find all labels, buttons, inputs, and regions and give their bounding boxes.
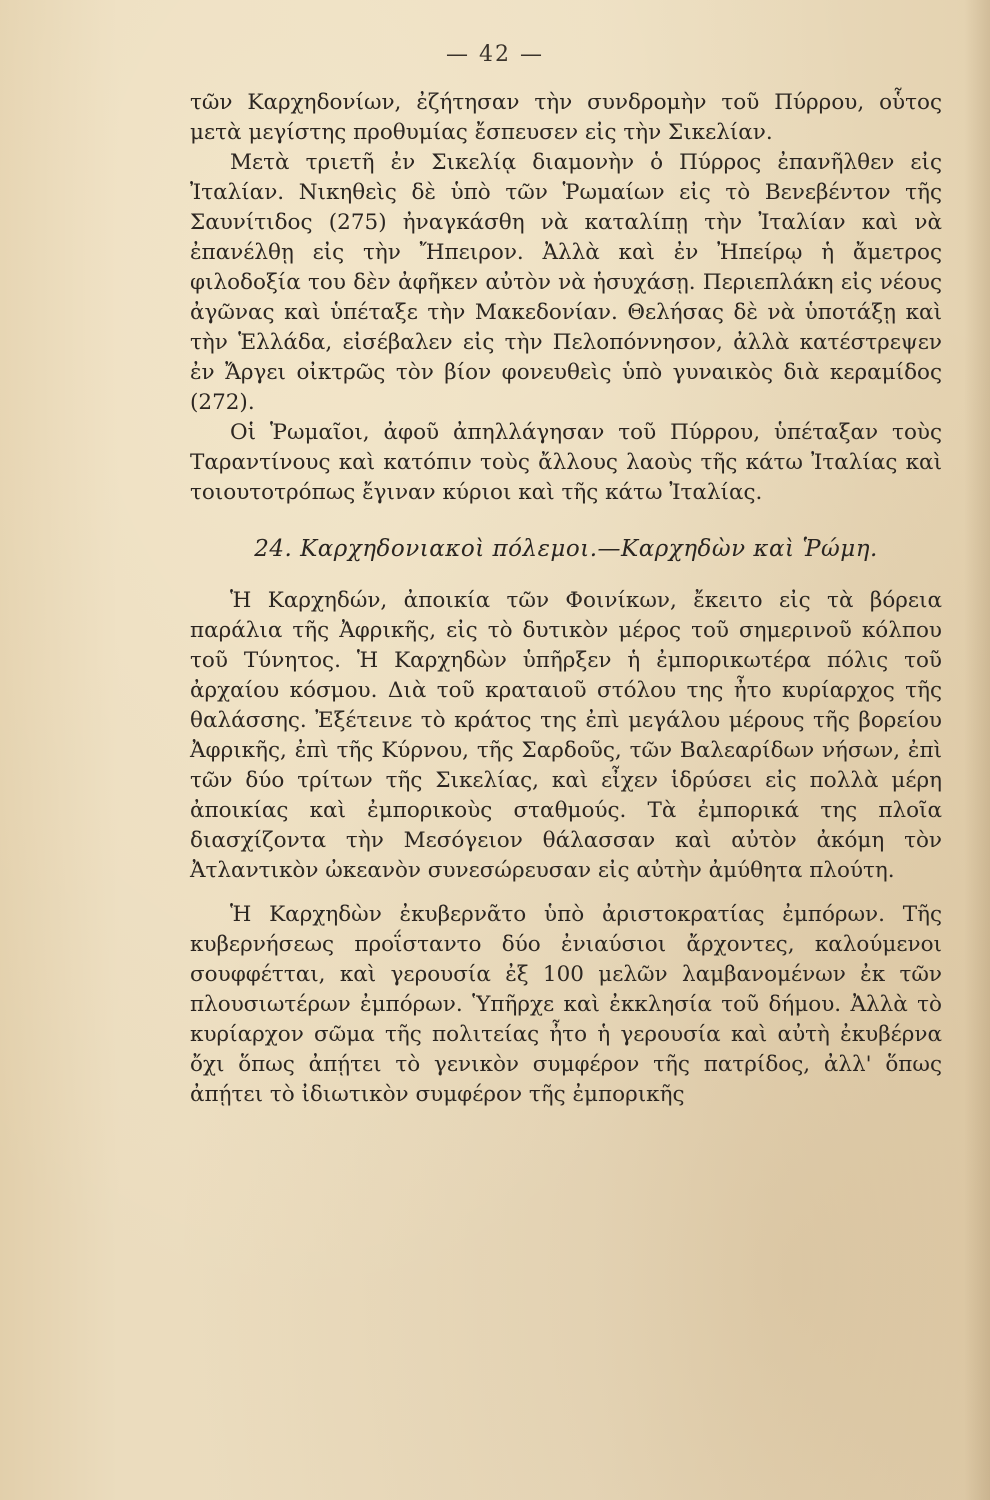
paragraph-carthage-government: Ἡ Καρχηδὼν ἐκυβερνᾶτο ὑπὸ ἀριστοκρατίας ἐμπόρων. Τῆς κυβερνήσεως προΐσταντο δύο ἐνιαύσιοι ἄρχοντες, καλούμενοι σουφφέτται, καὶ γερουσία ἐξ 100 μελῶν λαμβανομένων ἐκ τῶν πλουσιωτέρων ἐμπόρων. Ὑπῆρχε καὶ ἐκκλησία τοῦ δήμου. Ἀλλὰ τὸ κυρίαρχον σῶμα τῆς πολιτείας ἦτο ἡ γερουσία καὶ αὐτὴ ἐκυβέρνα ὄχι ὅπως ἀπῄτει τὸ γενικὸν συμφέρον τῆς πατρίδος, ἀλλ' ὅπως ἀπῄτει τὸ ἰδιωτικὸν συμφέρον τῆς ἐμπορικῆς bbox=[190, 902, 942, 1107]
paragraph-carthage-description: Ἡ Καρχηδών, ἀποικία τῶν Φοινίκων, ἔκειτο εἰς τὰ βόρεια παράλια τῆς Ἀφρικῆς, εἰς τὸ δυτικὸν μέρος τοῦ σημερινοῦ κόλπου τοῦ Τύνητος. Ἡ Καρχηδὼν ὑπῆρξεν ἡ ἐμπορικωτέρα πόλις τοῦ ἀρχαίου κόσμου. Διὰ τοῦ κραταιοῦ στόλου της ἦτο κυρίαρχος τῆς θαλάσσης. Ἐξέτεινε τὸ κράτος της ἐπὶ μεγάλου μέρους τῆς βορείου Ἀφρικῆς, ἐπὶ τῆς Κύρνου, τῆς Σαρδοῦς, τῶν Βαλεαρίδων νήσων, ἐπὶ τῶν δύο τρίτων τῆς Σικελίας, καὶ εἶχεν ἱδρύσει εἰς πολλὰ μέρη ἀποικίας καὶ ἐμπορικοὺς σταθμούς. Τὰ ἐμπορικά της πλοῖα διασχίζοντα τὴν Μεσόγειον θάλασσαν καὶ αὐτὸν ἀκόμη τὸν Ἀτλαντικὸν ὠκεανὸν συνεσώρευσαν εἰς αὐτὴν ἀμύθητα πλούτη. bbox=[190, 588, 942, 883]
page-text-body bbox=[190, 88, 942, 1110]
paragraph-pyrrhus-return: Μετὰ τριετῆ ἐν Σικελίᾳ διαμονὴν ὁ Πύρρος ἐπανῆλθεν εἰς Ἰταλίαν. Νικηθεὶς δὲ ὑπὸ τῶν Ῥωμαίων εἰς τὸ Βενεβέντον τῆς Σαυνίτιδος (275) ἠναγκάσθη νὰ καταλίπῃ τὴν Ἰταλίαν καὶ νὰ ἐπανέλθῃ εἰς τὴν Ἤπειρον. Ἀλλὰ καὶ ἐν Ἠπείρῳ ἡ ἄμετρος φιλοδοξία του δὲν ἀφῆκεν αὐτὸν νὰ ἡσυχάσῃ. Περιεπλάκη εἰς νέους ἀγῶνας καὶ ὑπέταξε τὴν Μακεδονίαν. Θελήσας δὲ νὰ ὑποτάξῃ καὶ τὴν Ἑλλάδα, εἰσέβαλεν εἰς τὴν Πελοπόννησον, ἀλλὰ κατέστρεψεν ἐν Ἄργει οἰκτρῶς τὸν βίον φονευθεὶς ὑπὸ γυναικὸς διὰ κεραμίδος (272). bbox=[190, 150, 942, 415]
section-heading: 24. Καρχηδονιακοὶ πόλεμοι.—Καρχηδὼν καὶ Ῥώμη. bbox=[254, 536, 878, 562]
page-number: — 42 — bbox=[446, 42, 544, 67]
paragraph-continuation: τῶν Καρχηδονίων, ἐζήτησαν τὴν συνδρομὴν τοῦ Πύρρου, οὗτος μετὰ μεγίστης προθυμίας ἔσπευσεν εἰς τὴν Σικελίαν. bbox=[190, 90, 942, 145]
paragraph-romans-conquest: Οἱ Ῥωμαῖοι, ἀφοῦ ἀπηλλάγησαν τοῦ Πύρρου, ὑπέταξαν τοὺς Ταραντίνους καὶ κατόπιν τοὺς ἄλλους λαοὺς τῆς κάτω Ἰταλίας καὶ τοιουτοτρόπως ἔγιναν κύριοι καὶ τῆς κάτω Ἰταλίας. bbox=[190, 420, 942, 505]
